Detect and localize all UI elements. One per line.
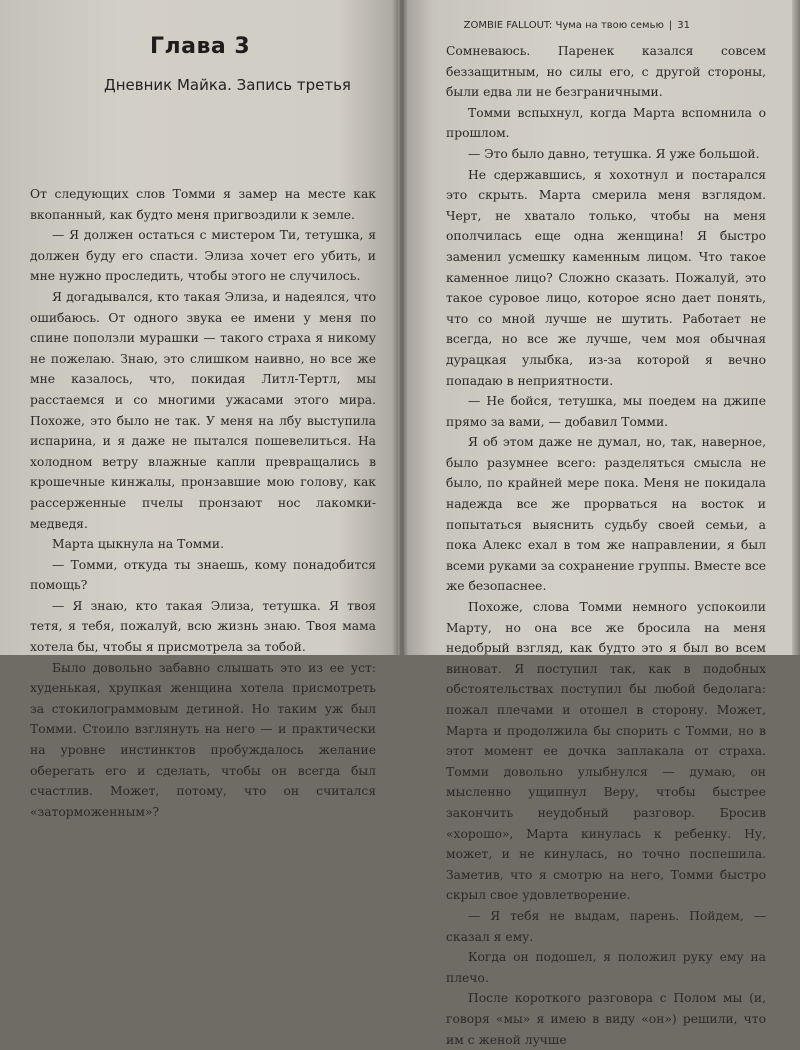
left-page-body <box>30 184 376 822</box>
book-gutter <box>392 0 408 655</box>
paragraph: Не сдержавшись, я хохотнул и постарался это скрыть. Марта смерила меня взглядом. Черт, не хватало только, чтобы на меня ополчилась еще одна женщина! Я быстро заменил усмешку каменным лицом. Что такое каменное лицо? Сложно сказать. Пожалуй, это такое суровое лицо, которое ясно дает понять, что со мной лучше не шутить. Работает не всегда, но все же лучше, чем моя обычная дурацкая улыбка, из-за которой я вечно попадаю в неприятности. <box>446 167 766 388</box>
page-edge <box>792 0 800 655</box>
paragraph: Марта цыкнула на Томми. <box>52 537 224 552</box>
running-header <box>464 20 690 31</box>
paragraph: Я догадывался, кто такая Элиза, и надеялся, что ошибаюсь. От одного звука ее имени у меня по спине поползли мурашки — такого страха я никому не пожелаю. Знаю, это слишком наивно, но все же мне казалось, что, покидая Литл-Тертл, мы расстаемся и со многими ужасами этого мира. Похоже, это было не так. У меня на лбу выступила испарина, и я даже не пытался пошевелиться. На холодном ветру влажные капли превращались в крошечные кинжалы, пронзавшие мою голову, как рассерженные пчелы пронзают нос лакомки-медведя. <box>30 289 376 531</box>
paragraph: — Это было давно, тетушка. Я уже большой. <box>468 146 760 161</box>
paragraph: После короткого разговора с Полом мы (и, говоря «мы» я имею в виду «он») решили, что им с женой лучше <box>446 991 766 1047</box>
paragraph: — Не бойся, тетушка, мы поедем на джипе прямо за вами, — добавил Томми. <box>446 394 766 429</box>
chapter-title: Глава 3 <box>150 34 251 59</box>
paragraph: Томми вспыхнул, когда Марта вспомнила о прошлом. <box>446 105 766 141</box>
paragraph: Когда он подошел, я положил руку ему на плечо. <box>446 950 766 985</box>
paragraph: От следующих слов Томми я замер на месте как вкопанный, как будто меня пригвоздили к земле. <box>30 187 376 222</box>
right-page-body <box>446 41 766 1050</box>
running-header-title: ZOMBIE FALLOUT: Чума на твою семью <box>463 20 664 31</box>
left-page <box>0 0 398 819</box>
paragraph: — Я тебя не выдам, парень. Пойдем, — сказал я ему. <box>446 908 766 944</box>
paragraph: Сомневаюсь. Паренек казался совсем беззащитным, но силы его, с другой стороны, были едва ли не безграничными. <box>446 44 766 100</box>
right-page <box>402 0 800 1047</box>
page-number: 31 <box>677 20 690 31</box>
paragraph: — Я знаю, кто такая Элиза, тетушка. Я твоя тетя, я тебя, пожалуй, всю жизнь знаю. Твоя мама хотела бы, чтобы я присмотрела за тобой. <box>30 598 376 655</box>
header-separator: | <box>668 20 673 31</box>
chapter-subtitle: Дневник Майка. Запись третья <box>104 76 351 94</box>
paragraph: Похоже, слова Томми немного успокоили Марту, но она все же бросила на меня недобрый взгляд, как будто это я был во всем виноват. Я поступил так, как в подобных обстоятельствах поступил бы любой бедолага: пожал плечами и отошел в сторону. Может, Марта и продолжила бы спорить с Томми, но в этот момент ее дочка заплакала от страха. Томми довольно улыбнулся — думаю, он мысленно ущипнул Веру, чтобы быстрее закончить неудобный разговор. Бросив «хорошо», Марта кинулась к ребенку. Ну, может, и не кинулась, но точно поспешила. Заметив, что я смотрю на него, Томми быстро скрыл свое удовлетворение. <box>446 600 766 903</box>
paragraph: — Я должен остаться с мистером Ти, тетушка, я должен буду его спасти. Элиза хочет его убить, и мне нужно проследить, чтобы этого не случилось. <box>30 228 376 284</box>
paragraph: Было довольно забавно слышать это из ее уст: худенькая, хрупкая женщина хотела присмотреть за стокилограммовым детиной. Но таким уж был Томми. Стоило взглянуть на него — и практически на уровне инстинктов пробуждалось желание оберегать его и сделать, чтобы он всегда был счастлив. Может, потому, что он считался «заторможенным»? <box>30 660 376 819</box>
paragraph: — Томми, откуда ты знаешь, кому понадобится помощь? <box>30 557 376 593</box>
paragraph: Я об этом даже не думал, но, так, наверное, было разумнее всего: разделяться смысла не было, по крайней мере пока. Меня не покидала надежда все же прорваться на восток и попытаться выяснить судьбу своей семьи, а пока Алекс ехал в том же направлении, я был всеми руками за сохранение группы. Вместе все же безопаснее. <box>446 435 766 594</box>
